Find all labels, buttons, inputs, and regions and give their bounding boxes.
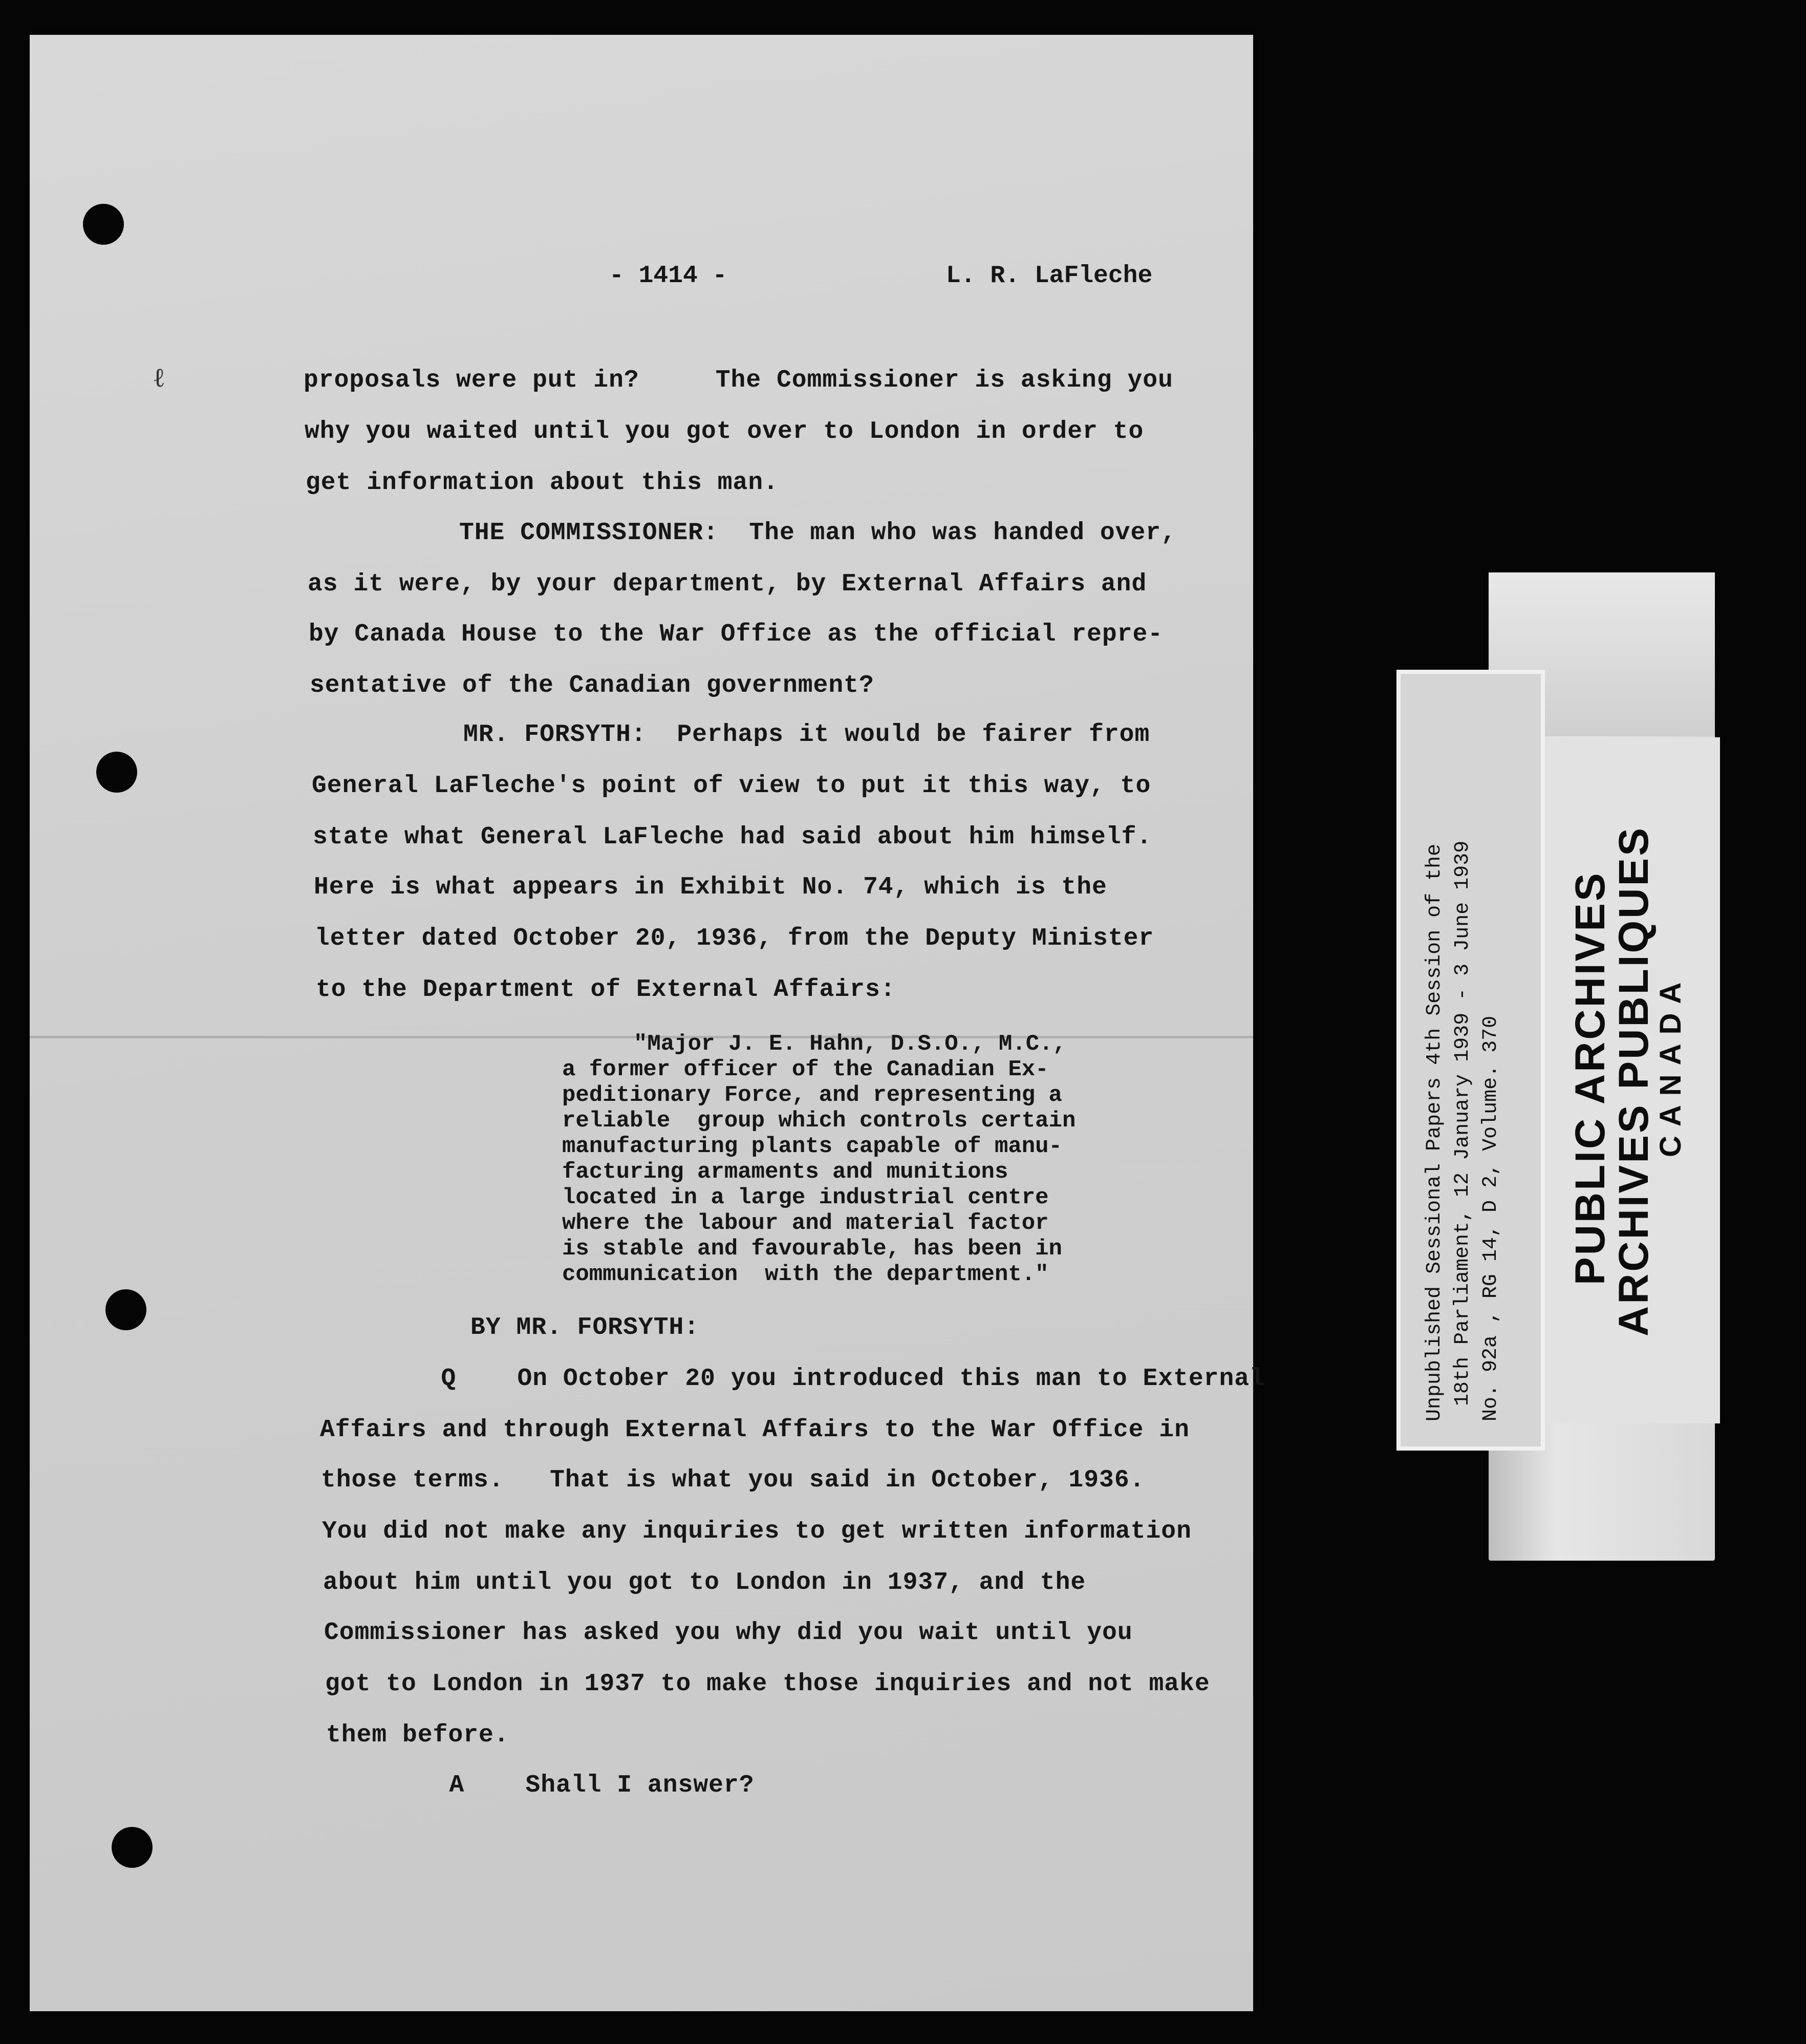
punch-hole — [112, 1827, 153, 1868]
text-line: Commissioner has asked you why did you wait until you — [324, 1619, 1133, 1647]
witness-name: L. R. LaFleche — [946, 262, 1153, 290]
text-line: those terms. That is what you said in October, 1936. — [321, 1466, 1145, 1494]
text-line: Here is what appears in Exhibit No. 74, which is the — [314, 874, 1107, 901]
document-page — [30, 35, 1265, 2011]
text-line: Q On October 20 you introduced this man to External — [319, 1365, 1265, 1393]
text-line: about him until you got to London in 1937, and the — [323, 1569, 1086, 1596]
archive-line-3: CANADA — [1654, 973, 1687, 1157]
text-line: THE COMMISSIONER: The man who was handed over, — [307, 519, 1176, 547]
text-line: get information about this man. — [306, 469, 779, 497]
quote-line: is stable and favourable, has been in — [562, 1236, 1062, 1262]
quote-line: where the labour and material factor — [562, 1210, 1049, 1236]
archive-line-1: PUBLIC ARCHIVES — [1567, 871, 1614, 1285]
text-line: proposals were put in? The Commissioner is asking you — [304, 367, 1173, 394]
quote-line: a former officer of the Canadian Ex- — [562, 1057, 1049, 1082]
quote-line: reliable group which controls certain — [562, 1108, 1076, 1134]
punch-hole — [105, 1289, 146, 1330]
text-line: BY MR. FORSYTH: — [318, 1314, 700, 1342]
text-line: You did not make any inquiries to get written information — [322, 1518, 1192, 1545]
text-line: by Canada House to the War Office as the official repre- — [309, 621, 1164, 648]
text-line: A Shall I answer? — [327, 1772, 755, 1799]
text-line: as it were, by your department, by External Affairs and — [308, 570, 1147, 598]
archive-line-2: ARCHIVES PUBLIQUES — [1610, 826, 1657, 1336]
text-line: why you waited until you got over to London in order to — [305, 418, 1144, 445]
archive-reference-line: 18th Parliament, 12 January 1939 - 3 June 1939 — [1451, 840, 1474, 1406]
archive-reference-strip — [1396, 670, 1545, 1451]
text-line: state what General LaFleche had said about him himself. — [313, 823, 1152, 851]
text-line: General LaFleche's point of view to put it this way, to — [312, 772, 1151, 800]
margin-mark: ℓ — [153, 363, 165, 393]
quote-line: communication with the department." — [562, 1262, 1049, 1287]
quote-line: located in a large industrial centre — [562, 1185, 1049, 1210]
text-line: got to London in 1937 to make those inquiries and not make — [325, 1670, 1210, 1698]
punch-hole — [83, 204, 124, 245]
text-line: sentative of the Canadian government? — [310, 672, 874, 699]
text-line: letter dated October 20, 1936, from the Deputy Minister — [315, 925, 1154, 952]
text-line: Affairs and through External Affairs to the War Office in — [320, 1416, 1190, 1444]
quote-line: "Major J. E. Hahn, D.S.O., M.C., — [634, 1031, 1066, 1057]
archive-band — [1538, 737, 1720, 1423]
punch-hole — [96, 752, 137, 793]
page-number: - 1414 - — [609, 262, 727, 290]
archive-reference-line: No. 92a , RG 14, D 2, Volume. 370 — [1479, 1015, 1502, 1421]
quote-line: peditionary Force, and representing a — [562, 1082, 1062, 1108]
text-line: MR. FORSYTH: Perhaps it would be fairer from — [311, 721, 1150, 749]
quote-line: facturing armaments and munitions — [562, 1159, 1008, 1185]
archive-reference-line: Unpublished Sessional Papers 4th Session of the — [1423, 843, 1446, 1421]
text-line: to the Department of External Affairs: — [316, 976, 896, 1004]
quote-line: manufacturing plants capable of manu- — [562, 1134, 1062, 1159]
text-line: them before. — [326, 1721, 509, 1749]
